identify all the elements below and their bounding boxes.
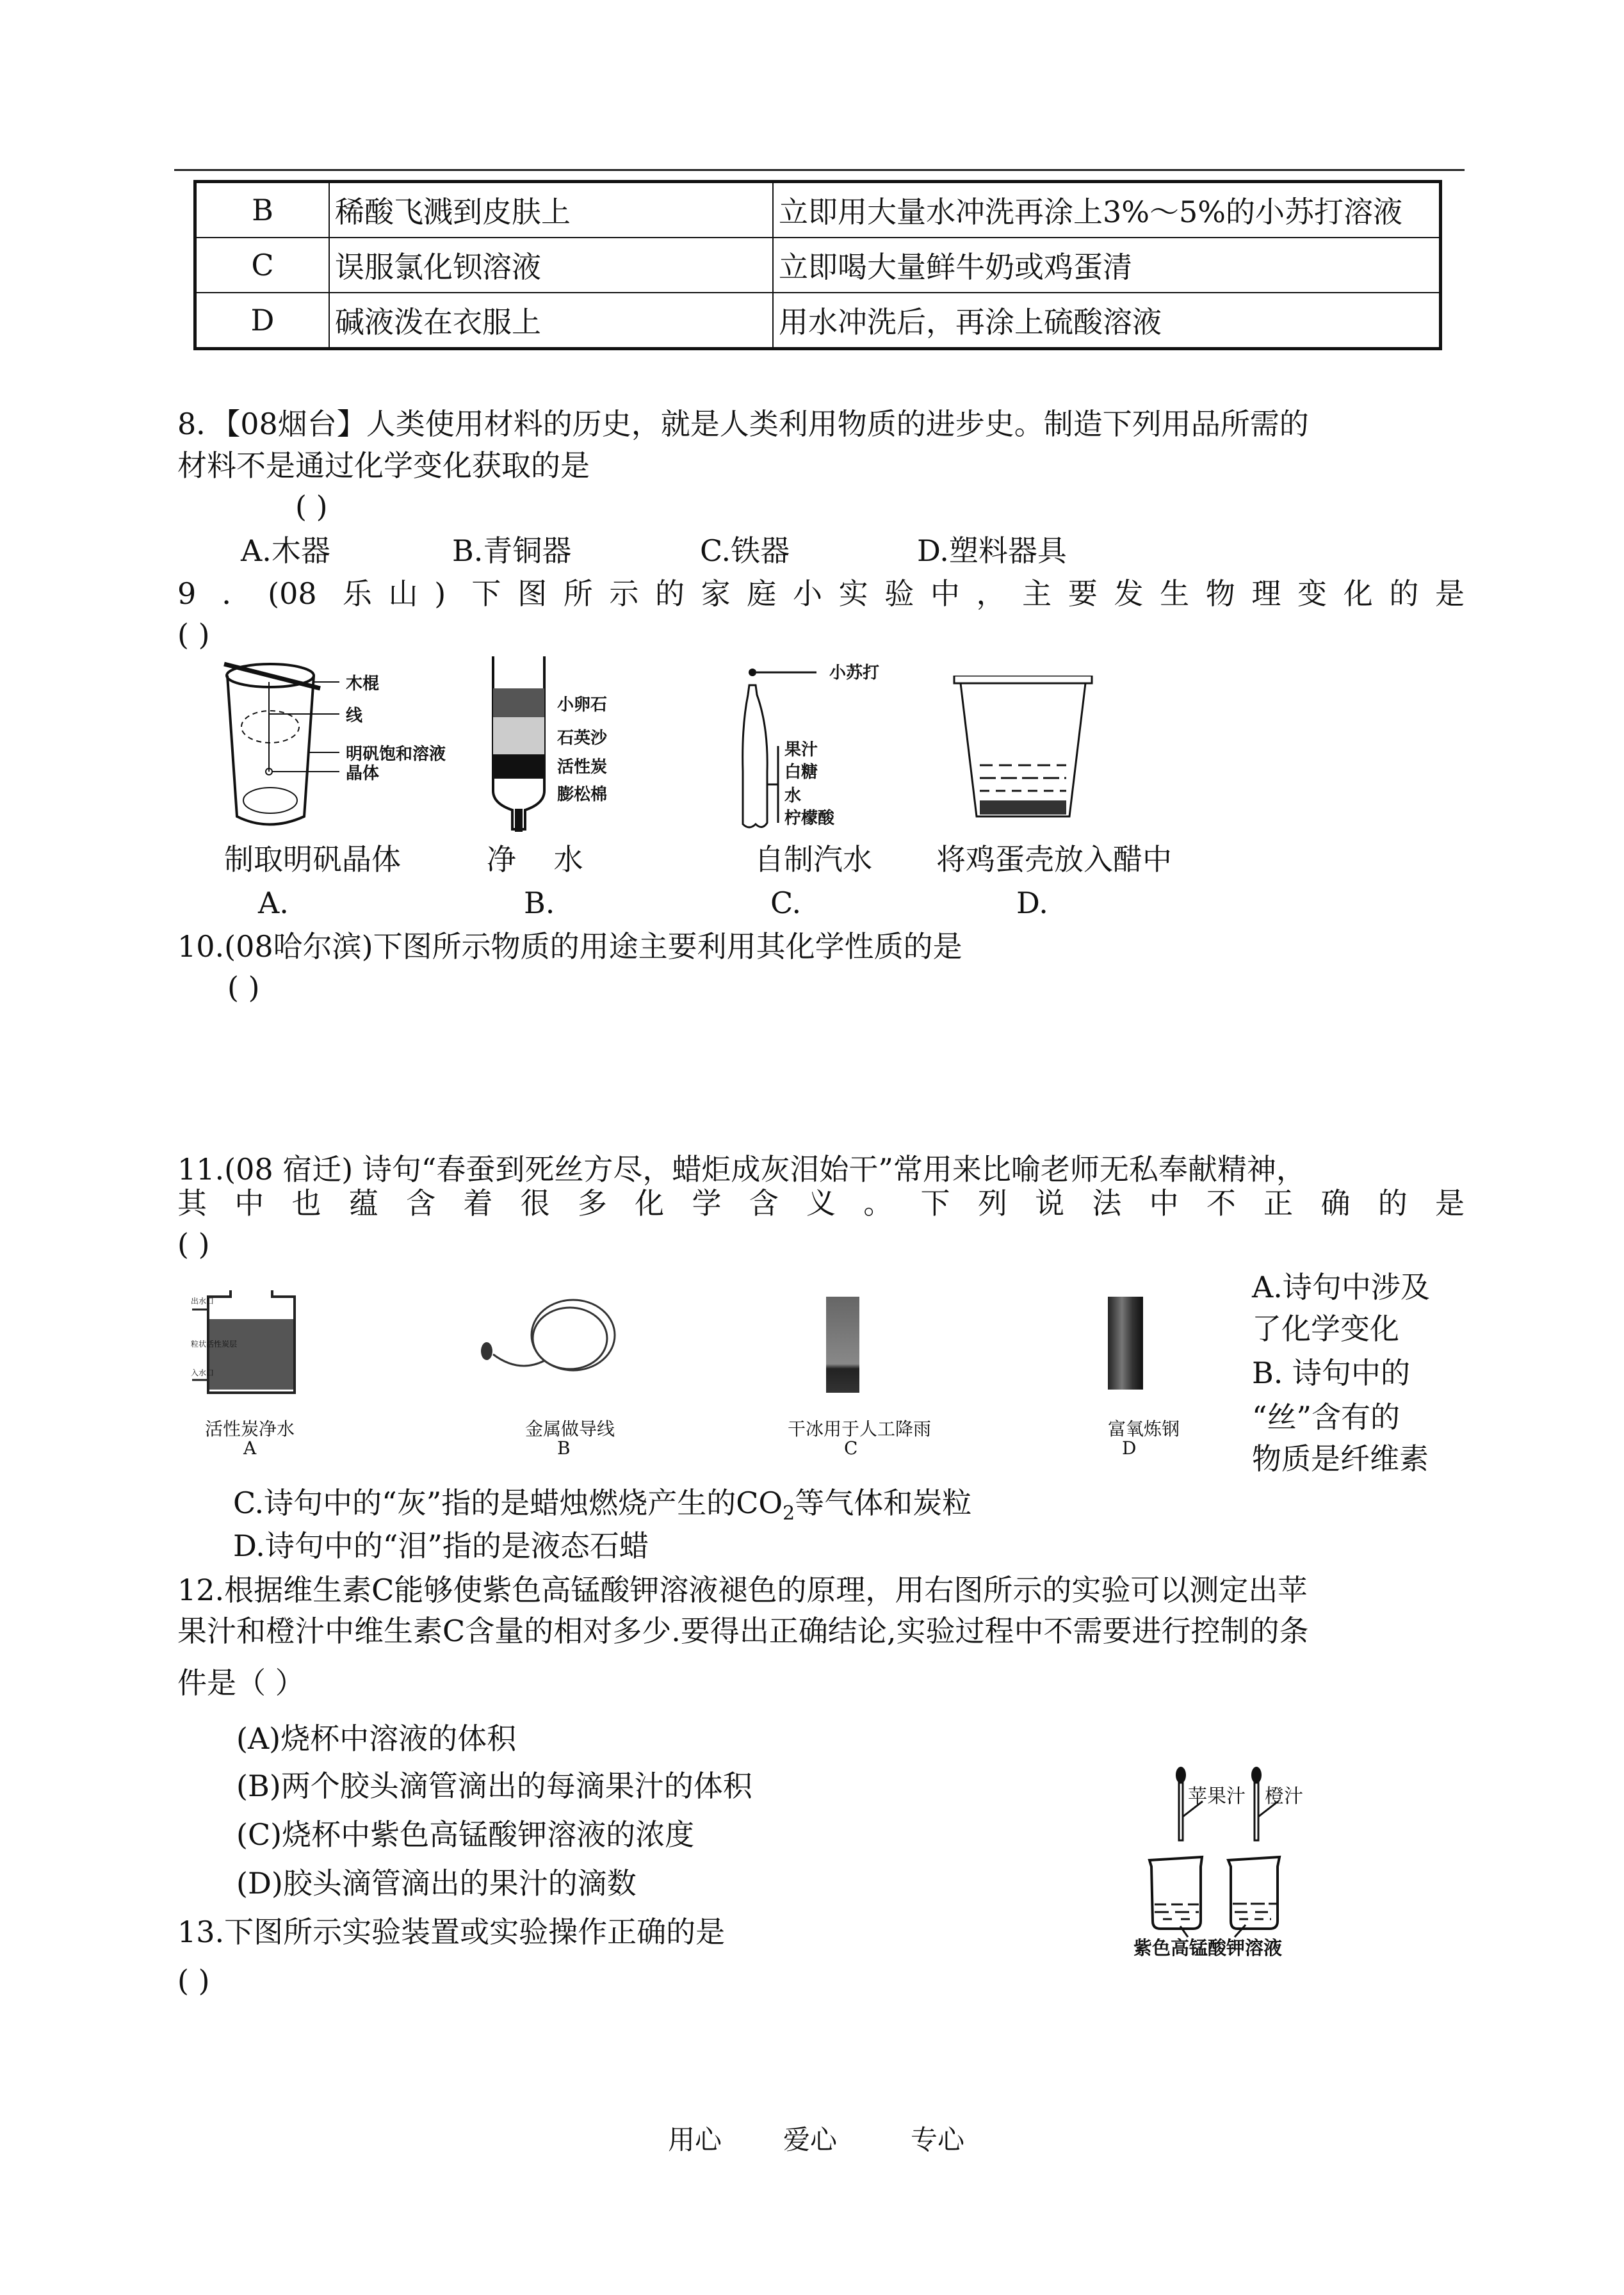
table-row (195, 293, 1441, 349)
figure-alum-crystal (218, 656, 487, 836)
label-baking-soda: 小苏打 (829, 663, 880, 683)
q8-option-b: B.青铜器 (452, 533, 572, 568)
label-pebbles: 小卵石 (557, 695, 608, 715)
option-c-text-2: 等气体和炭粒 (795, 1486, 972, 1520)
label-solution: 明矾饱和溶液 (346, 745, 446, 764)
q13-stem: 13.下图所示实验装置或实验操作正确的是 (177, 1915, 726, 1949)
q11-option-b-2: “丝”含有的 (1252, 1400, 1401, 1434)
q8-option-c: C.铁器 (700, 533, 790, 568)
q12-stem-3: 件是（ ） (177, 1666, 305, 1700)
row-action: 用水冲洗后，再涂上硫酸溶液 (773, 293, 1441, 349)
cup-drawing (951, 676, 1098, 829)
q12-stem: 12.根据维生素C能够使紫色高锰酸钾溶液褪色的原理，用右图所示的实验可以测定出苹 (177, 1573, 1308, 1607)
figure-carbon-filter (192, 1290, 346, 1470)
q9-caption-b: 净 水 (487, 842, 583, 877)
q9-letter-d: D. (1016, 886, 1048, 920)
option-c-text: C.诗句中的“灰”指的是蜡烛燃烧产生的CO (233, 1486, 783, 1520)
q13-answer-paren: ( ) (177, 1963, 210, 1998)
q11-answer-paren: ( ) (177, 1227, 210, 1261)
q9-answer-paren: ( ) (177, 617, 210, 652)
table-row (195, 238, 1441, 293)
q10-answer-paren: ( ) (227, 970, 260, 1005)
label-water: 水 (784, 786, 802, 806)
q8-stem-2: 材料不是通过化学变化获取的是 (177, 448, 590, 483)
footer-text-2: 爱心 (783, 2124, 838, 2155)
row-key: D (195, 293, 330, 349)
figure-water-filter (487, 656, 679, 836)
q12-option-a: (A)烧杯中溶液的体积 (236, 1721, 517, 1756)
letter-c: C (844, 1438, 858, 1459)
footer-text-3: 专心 (911, 2124, 965, 2155)
label-crystal: 晶体 (346, 764, 380, 783)
q9-caption-a: 制取明矾晶体 (224, 842, 401, 877)
caption-b: 金属做导线 (525, 1418, 615, 1439)
letter-b: B (557, 1438, 571, 1459)
label-apple-juice: 苹果汁 (1188, 1785, 1246, 1808)
subscript: 2 (783, 1502, 795, 1525)
q12-stem-2: 果汁和橙汁中维生素C含量的相对多少.要得出正确结论,实验过程中不需要进行控制的条 (177, 1614, 1309, 1648)
q9-caption-d: 将鸡蛋壳放入醋中 (936, 842, 1172, 877)
figure-eggshell-vinegar (951, 676, 1098, 829)
q11-option-b-3: 物质是纤维素 (1252, 1441, 1429, 1476)
q11-option-c (233, 1484, 971, 1533)
row-action: 立即用大量水冲洗再涂上3%～5%的小苏打溶液 (773, 182, 1441, 238)
q8-stem: 8．【08烟台】人类使用材料的历史，就是人类利用物质的进步史。制造下列用品所需的 (177, 407, 1309, 441)
q11-option-a-1: A.诗句中涉及 (1252, 1270, 1430, 1304)
q9-caption-c: 自制汽水 (754, 842, 872, 877)
figure-homemade-soda (740, 656, 932, 836)
q11-stem: 11.(08 宿迁) 诗句“春蚕到死丝方尽，蜡炬成灰泪始干”常用来比喻老师无私奉献精神， (177, 1152, 1306, 1187)
photo-furnace (1108, 1297, 1143, 1390)
row-situation: 误服氯化钡溶液 (329, 238, 773, 293)
label-activated-carbon: 活性炭 (557, 758, 608, 777)
q12-option-b: (B)两个胶头滴管滴出的每滴果汁的体积 (236, 1769, 752, 1803)
figure-steelmaking (1082, 1290, 1223, 1470)
label-carbon-layer: 粒状活性炭层 (191, 1340, 238, 1349)
row-key: B (195, 182, 330, 238)
photo-sky (826, 1297, 859, 1393)
figure-dry-ice-rain (736, 1290, 932, 1470)
label-quartz-sand: 石英沙 (557, 729, 608, 748)
label-outlet: 出水口 (191, 1297, 215, 1306)
label-citric-acid: 柠檬酸 (784, 809, 835, 828)
row-action: 立即喝大量鲜牛奶或鸡蛋清 (773, 238, 1441, 293)
q11-option-d: D.诗句中的“泪”指的是液态石蜡 (233, 1529, 649, 1563)
label-orange-juice: 橙汁 (1265, 1785, 1303, 1808)
q10-stem: 10.(08哈尔滨)下图所示物质的用途主要利用其化学性质的是 (177, 929, 962, 964)
row-situation: 碱液泼在衣服上 (329, 293, 773, 349)
q11-option-b-1: B. 诗句中的 (1252, 1356, 1411, 1390)
caption-c: 干冰用于人工降雨 (788, 1418, 932, 1439)
q8-option-a: A.木器 (241, 533, 330, 568)
q12-option-c: (C)烧杯中紫色高锰酸钾溶液的浓度 (236, 1817, 695, 1852)
q8-option-d: D.塑料器具 (917, 533, 1067, 568)
caption-a: 活性炭净水 (205, 1418, 295, 1439)
q11-option-a-2: 了化学变化 (1252, 1311, 1399, 1346)
caption-d: 富氧炼钢 (1108, 1418, 1180, 1439)
safety-table (193, 180, 1442, 350)
header-rule (174, 169, 1465, 171)
footer-text-1: 用心 (668, 2124, 722, 2155)
label-stick: 木棍 (346, 674, 380, 693)
q9-letter-c: C. (770, 886, 802, 920)
label-permanganate: 紫色高锰酸钾溶液 (1133, 1937, 1283, 1959)
figure-vitamin-c-test (1114, 1729, 1319, 1959)
row-situation: 稀酸飞溅到皮肤上 (329, 182, 773, 238)
label-thread: 线 (346, 706, 363, 726)
droppers-beakers-drawing (1114, 1729, 1319, 1940)
row-key: C (195, 238, 330, 293)
q9-stem: 9 ．(08 乐山) 下图所示的家庭小实验中，主要发生物理变化的是 (177, 576, 1465, 611)
label-inlet: 入水口 (191, 1368, 215, 1377)
q9-letter-b: B. (524, 886, 555, 920)
label-juice: 果汁 (784, 740, 818, 759)
letter-d: D (1122, 1438, 1137, 1459)
q11-stem-2: 其中也蕴含着很多化学含义。下列说法中不正确的是 (177, 1186, 1465, 1220)
table-row (195, 182, 1441, 238)
letter-a: A (243, 1438, 257, 1459)
q12-option-d: (D)胶头滴管滴出的果汁的滴数 (236, 1866, 637, 1901)
q9-letter-a: A. (258, 886, 289, 920)
figure-metal-wire (467, 1290, 647, 1470)
q8-answer-paren: ( ) (295, 489, 328, 524)
wire-coil-drawing (467, 1290, 647, 1399)
label-cotton: 膨松棉 (557, 785, 608, 804)
label-sugar: 白糖 (784, 763, 818, 782)
